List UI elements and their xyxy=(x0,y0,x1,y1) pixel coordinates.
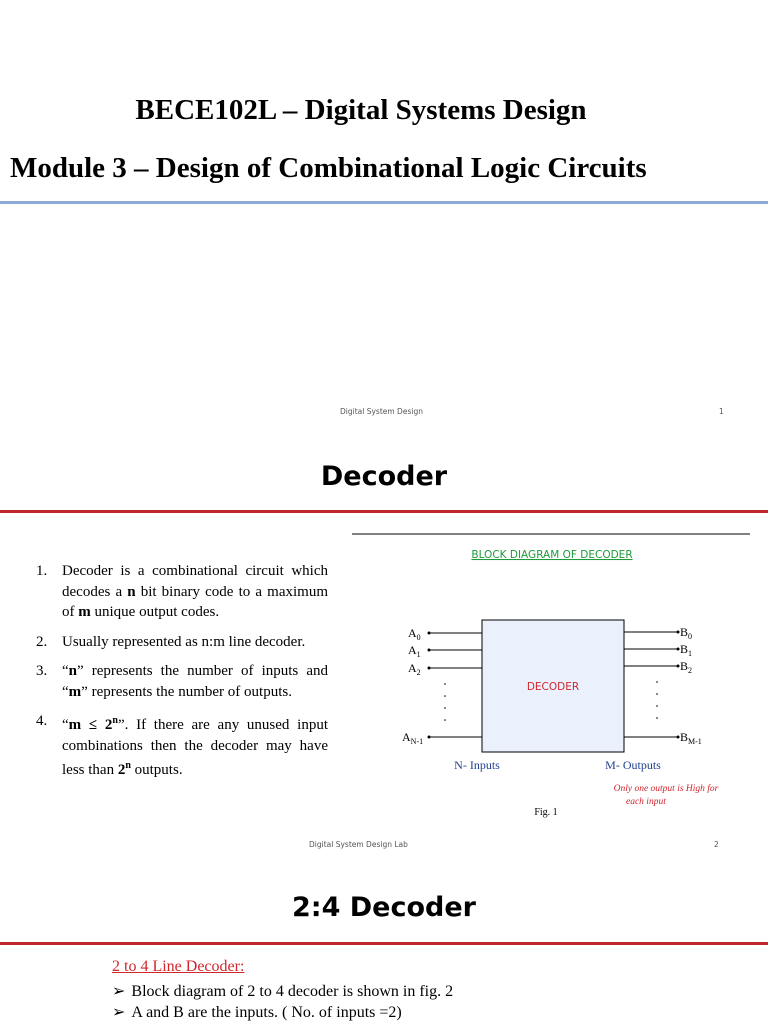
outputs-label: M- Outputs xyxy=(605,758,661,772)
output-label: $B_0$ xyxy=(680,625,693,641)
slide-page-number: 1 xyxy=(719,407,724,416)
decoder-block-diagram xyxy=(352,532,752,832)
input-label: $A_{N-1}$ xyxy=(402,730,424,746)
input-label: $A_2$ xyxy=(408,661,421,677)
output-label: $B_{M-1}$ xyxy=(680,730,702,746)
decoder-box-label: DECODER xyxy=(526,681,580,693)
input-label: $A_1$ xyxy=(408,643,421,659)
title-rule xyxy=(0,201,768,204)
course-title: BECE102L – Digital Systems Design xyxy=(135,94,587,126)
section-subtitle: 2 to 4 Line Decoder: xyxy=(112,958,245,975)
slide-title: 2:4 Decoder xyxy=(291,892,476,923)
inputs-label: N- Inputs xyxy=(454,758,500,772)
arrow-bullet-icon: ➢ xyxy=(112,983,126,1000)
slide-footer-text: Digital System Design xyxy=(340,407,423,416)
module-title: Module 3 – Design of Combinational Logic Circuits xyxy=(10,152,647,184)
slide-page-number: 2 xyxy=(714,840,719,849)
list-item: 4. “$m \le 2^n$”. If there are any unused input combinations then the decoder may have less than 2$^n$ outputs. xyxy=(36,713,328,778)
title-rule xyxy=(0,942,768,945)
output-label: $B_1$ xyxy=(680,642,693,658)
input-label: $A_0$ xyxy=(408,626,421,642)
list-item: ➢ Block diagram of 2 to 4 decoder is shown in fig. 2 xyxy=(112,983,454,1000)
list-item: ➢ A and B are the inputs. ( No. of inputs =2) xyxy=(112,1004,402,1021)
slide-title: Decoder xyxy=(320,461,448,492)
list-item: 1. Decoder is a combinational circuit which decodes a n bit binary code to a maximum of m unique output codes. xyxy=(36,563,328,620)
list-item: 2. Usually represented as n:m line decoder. xyxy=(36,633,306,650)
slide-2 xyxy=(0,445,768,855)
decoder-points-list xyxy=(30,561,328,790)
note-line-1: Only one output is High for xyxy=(613,784,719,794)
slide-3 xyxy=(0,870,768,1024)
figure-caption: Fig. 1 xyxy=(534,807,558,818)
note-line-2: each input xyxy=(626,797,666,807)
slide-footer-text: Digital System Design Lab xyxy=(309,840,408,849)
title-rule xyxy=(0,510,768,513)
slide-1 xyxy=(0,0,768,430)
list-item: 3. “n” represents the number of inputs and “m” represents the number of outputs. xyxy=(36,663,328,700)
output-label: $B_2$ xyxy=(680,659,693,675)
figure-heading: BLOCK DIAGRAM OF DECODER xyxy=(471,549,633,561)
arrow-bullet-icon: ➢ xyxy=(112,1004,126,1021)
